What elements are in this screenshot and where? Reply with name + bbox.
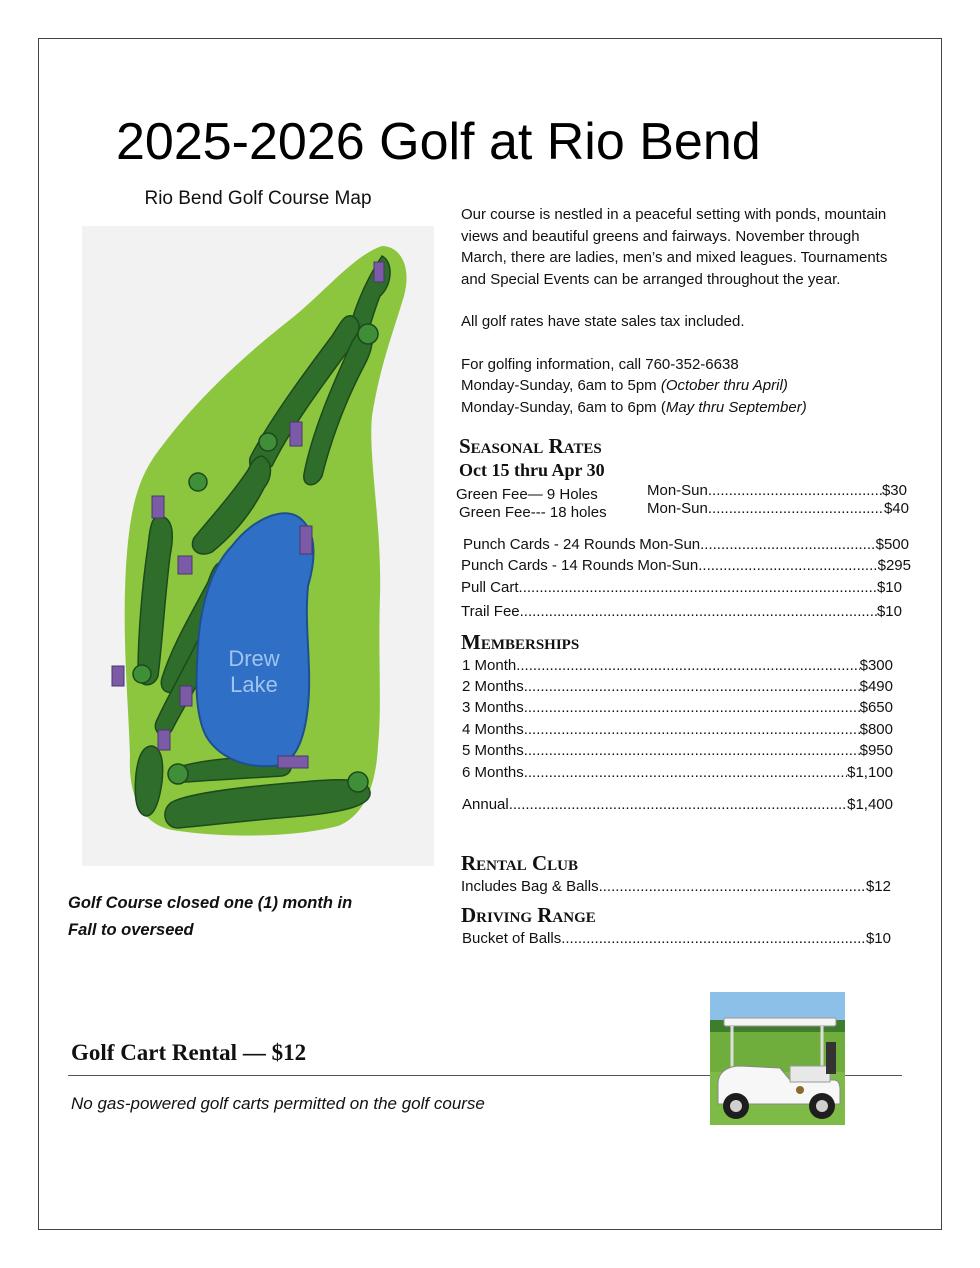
- phone-line: For golfing information, call 760-352-6638: [461, 355, 739, 373]
- membership-row: 3 Months ..... $650: [462, 698, 893, 718]
- green: [259, 433, 277, 451]
- punch-24-row: Punch Cards - 24 Rounds Mon-Sun ..... $500: [463, 535, 909, 555]
- tee-box: [180, 686, 192, 706]
- contact-info: [461, 354, 931, 419]
- green-fee-18-price-row: Mon-Sun ..... $40: [647, 499, 909, 519]
- intro-line: March, there are ladies, men’s and mixed leagues. Tournaments: [461, 249, 888, 266]
- green: [358, 324, 378, 344]
- tee-box: [178, 556, 192, 574]
- driving-range-row: Bucket of Balls ..... $10: [462, 929, 891, 949]
- cart-rental-note: No gas-powered golf carts permitted on the golf course: [71, 1094, 485, 1113]
- green: [133, 665, 151, 683]
- course-map: [82, 176, 434, 866]
- tee-box: [374, 262, 384, 282]
- membership-row: 4 Months ..... $800: [462, 720, 893, 740]
- green: [168, 764, 188, 784]
- hours-summer: Monday-Sunday, 6am to 6pm (May thru September): [461, 398, 807, 416]
- green-fee-9-label: Green Fee— 9 Holes: [456, 486, 598, 503]
- punch-14-row: Punch Cards - 14 Rounds Mon-Sun ..... $295: [461, 556, 911, 576]
- page-title: 2025-2026 Golf at Rio Bend: [116, 113, 761, 171]
- rental-club-heading: Rental Club: [461, 851, 578, 875]
- green-fee-18-label: Green Fee--- 18 holes: [459, 504, 607, 521]
- membership-row: 1 Month ..... $300: [462, 656, 893, 676]
- green: [189, 473, 207, 491]
- green: [348, 772, 368, 792]
- seasonal-dates: Oct 15 thru Apr 30: [459, 460, 605, 480]
- course-map-illustration: [82, 226, 434, 866]
- trail-fee-row: Trail Fee ..... $10: [461, 602, 902, 622]
- tee-box: [158, 730, 170, 750]
- green-fee-9-price-row: Mon-Sun ..... $30: [647, 481, 907, 501]
- tee-box: [112, 666, 124, 686]
- intro-line: and Special Events can be arranged throughout the year.: [461, 270, 841, 288]
- tax-note: All golf rates have state sales tax included.: [461, 313, 745, 330]
- seasonal-rates-heading: Seasonal Rates: [459, 434, 602, 458]
- intro-line: views and beautiful greens and fairways. November through: [461, 227, 860, 245]
- hours-winter: Monday-Sunday, 6am to 5pm (October thru April): [461, 377, 788, 394]
- tee-box: [290, 422, 302, 446]
- pull-cart-row: Pull Cart ..... $10: [461, 578, 902, 598]
- tee-box: [278, 756, 308, 768]
- intro-line: Our course is nestled in a peaceful setting with ponds, mountain: [461, 206, 887, 223]
- lake-label-2: Lake: [230, 672, 278, 697]
- closed-note: Golf Course closed one (1) month in Fall to overseed: [68, 894, 353, 939]
- map-caption: Rio Bend Golf Course Map: [82, 176, 434, 226]
- intro-paragraph: [461, 204, 931, 290]
- driving-range-heading: Driving Range: [461, 903, 596, 927]
- tee-box: [300, 526, 312, 554]
- rental-club-row: Includes Bag & Balls ..... $12: [461, 877, 891, 897]
- membership-row-annual: Annual ..... $1,400: [462, 795, 893, 815]
- intro-text: [461, 204, 931, 439]
- tee-box: [152, 496, 164, 518]
- cart-rental-title: Golf Cart Rental — $12: [71, 1040, 307, 1065]
- memberships-heading: Memberships: [461, 630, 580, 654]
- membership-row: 6 Months ..... $1,100: [462, 763, 893, 783]
- membership-row: 5 Months ..... $950: [462, 741, 893, 761]
- membership-row: 2 Months ..... $490: [462, 677, 893, 697]
- lake-label-1: Drew: [228, 646, 280, 671]
- golf-cart-photo: [710, 992, 845, 1125]
